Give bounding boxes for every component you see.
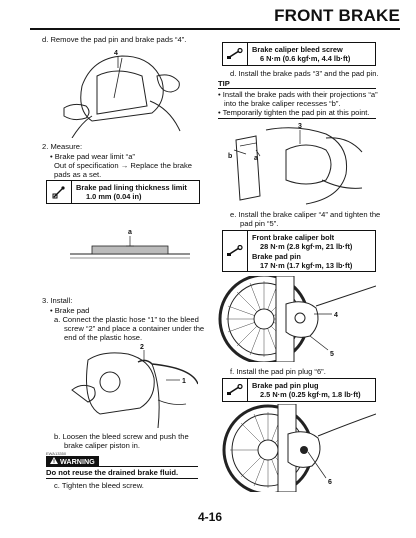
spec-gauge-icon — [47, 181, 72, 203]
header-rule — [30, 28, 400, 30]
figure-label-b: b — [228, 153, 233, 160]
out-of-spec-line1: Out of specification → Replace the brake — [54, 161, 193, 170]
bullet-wear-limit: • Brake pad wear limit “a” — [50, 152, 135, 161]
spec-lining-value: 1.0 mm (0.04 in) — [86, 192, 142, 202]
warning-top-rule — [46, 466, 198, 467]
spec-box-caliper-padpin — [222, 230, 376, 272]
warning-code: EWA13350 — [46, 451, 67, 456]
spec-bleed-value: 6 N·m (0.6 kgf·m, 4.4 lb·ft) — [260, 54, 351, 64]
figure-label-a: a — [128, 229, 132, 236]
spec-box-lining — [46, 180, 200, 204]
warning-triangle-icon — [50, 457, 58, 466]
figure-label-3: 3 — [298, 123, 302, 130]
figure-pad-projections — [226, 120, 376, 208]
spec-caliper-value: 28 N·m (2.8 kgf·m, 21 lb·ft) — [260, 242, 353, 252]
figure-label-2: 2 — [140, 344, 144, 351]
figure-pad-pin-plug — [216, 404, 376, 492]
figure-label-4-right: 4 — [334, 312, 338, 319]
figure-label-a-right: a — [254, 155, 258, 162]
spec-box-plug — [222, 378, 376, 402]
spec-lining-title: Brake pad lining thickness limit — [76, 183, 187, 192]
step-d-remove-pads: d. Remove the pad pin and brake pads “4”. — [42, 35, 187, 44]
page-title: FRONT BRAKE — [274, 6, 400, 25]
step-2-measure: 2. Measure: — [42, 142, 83, 151]
step-e-line2: pad pin “5”. — [240, 219, 279, 228]
step-b-line1: b. Loosen the bleed screw and push the — [54, 432, 189, 441]
tip-title: TIP — [218, 79, 230, 88]
tip-line1b: into the brake caliper recesses “b”. — [224, 99, 341, 108]
tip-line2: • Temporarily tighten the pad pin at this point. — [218, 108, 370, 117]
step-d-install-pads: d. Install the brake pads “3” and the pad pin. — [230, 69, 379, 78]
bullet-brake-pad: • Brake pad — [50, 306, 90, 315]
torque-wrench-icon — [223, 43, 248, 65]
figure-caliper-install — [216, 276, 376, 362]
warning-label-text: WARNING — [60, 457, 95, 466]
tip-top-rule — [218, 88, 376, 89]
tip-bottom-rule — [218, 118, 376, 119]
spec-padpin-title: Brake pad pin — [252, 251, 301, 261]
figure-label-6: 6 — [328, 479, 332, 486]
step-a-line3: end of the plastic hose. — [64, 333, 143, 342]
figure-remove-pads — [52, 46, 192, 138]
torque-wrench-icon-3 — [223, 379, 248, 401]
step-3-install: 3. Install: — [42, 296, 73, 305]
figure-pad-thickness — [70, 228, 190, 266]
step-f-plug: f. Install the pad pin plug “6”. — [230, 367, 326, 376]
out-of-spec-line2: pads as a set. — [54, 170, 102, 179]
spec-padpin-value: 17 N·m (1.7 kgf·m, 13 lb·ft) — [260, 260, 353, 270]
step-b-line2: brake caliper piston in. — [64, 441, 140, 450]
warning-text: Do not reuse the drained brake fluid. — [46, 468, 179, 477]
figure-label-1: 1 — [182, 378, 186, 385]
spec-box-bleed-screw — [222, 42, 376, 66]
warning-bottom-rule — [46, 478, 198, 479]
spec-plug-value: 2.5 N·m (0.25 kgf·m, 1.8 lb·ft) — [260, 390, 361, 400]
tip-line1a: • Install the brake pads with their projections “a” — [218, 90, 378, 99]
step-e-line1: e. Install the brake caliper “4” and tighten the — [230, 210, 381, 219]
torque-wrench-icon-2 — [223, 231, 248, 271]
spec-plug-title: Brake pad pin plug — [252, 381, 319, 390]
figure-label-4: 4 — [114, 50, 118, 57]
step-a-line2: screw “2” and place a container under the — [64, 324, 205, 333]
step-a-line1: a. Connect the plastic hose “1” to the bleed — [54, 315, 199, 324]
spec-bleed-title: Brake caliper bleed screw — [252, 45, 343, 54]
step-c-tighten: c. Tighten the bleed screw. — [54, 481, 144, 490]
page-number: 4-16 — [198, 510, 223, 524]
figure-label-5: 5 — [330, 351, 334, 358]
figure-bleed-hose — [68, 340, 198, 428]
spec-caliper-title: Front brake caliper bolt — [252, 233, 335, 242]
